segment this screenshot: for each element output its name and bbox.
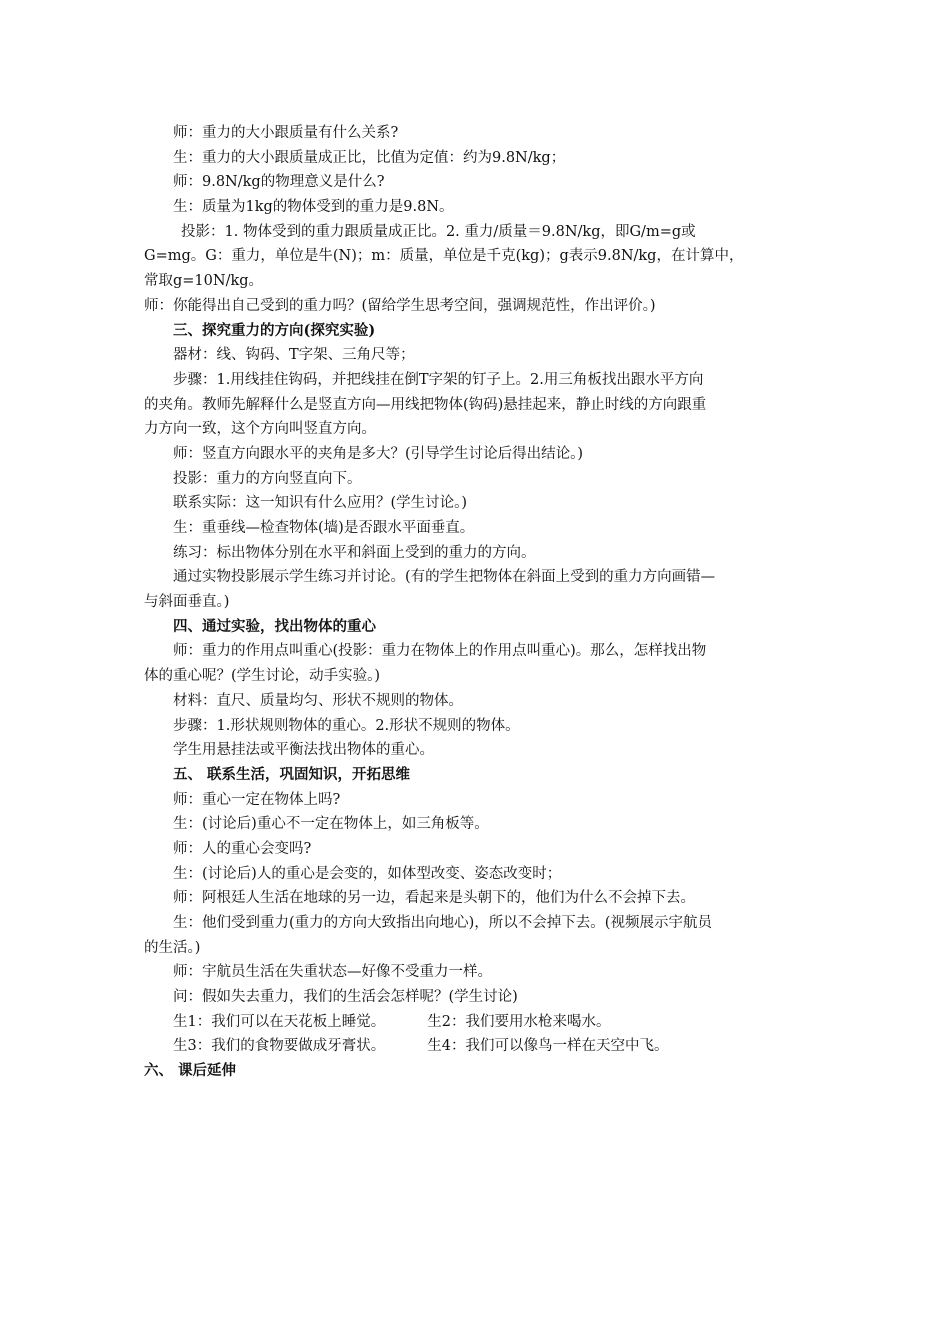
document-page — [144, 121, 812, 1084]
section-heading: 四、通过实验，找出物体的重心 — [173, 617, 376, 635]
paragraph-line: 与斜面垂直。) — [144, 594, 230, 611]
paragraph-line: 常取g=10N/kg。 — [144, 273, 264, 290]
paragraph-line: 师：你能得出自己受到的重力吗？(留给学生思考空间，强调规范性，作出评价。) — [144, 297, 656, 314]
section-heading: 三、探究重力的方向(探究实验) — [173, 321, 376, 339]
paragraph-line: 联系实际：这一知识有什么应用？(学生讨论。) — [173, 495, 468, 512]
paragraph-line: 师：阿根廷人生活在地球的另一边，看起来是头朝下的，他们为什么不会掉下去。 — [173, 890, 695, 907]
paragraph-line: 生：重力的大小跟质量成正比，比值为定值：约为9.8N/kg； — [173, 149, 566, 166]
paragraph-line: 生：(讨论后)重心不一定在物体上，如三角板等。 — [173, 816, 489, 833]
paragraph-line: 练习：标出物体分别在水平和斜面上受到的重力的方向。 — [173, 544, 536, 561]
paragraph-line: 师：宇航员生活在失重状态—好像不受重力一样。 — [173, 964, 492, 981]
student-answer: 生4：我们可以像鸟一样在天空中飞。 — [427, 1038, 669, 1055]
paragraph-line: 投影：重力的方向竖直向下。 — [173, 470, 362, 487]
paragraph-line: 生：(讨论后)人的重心是会变的，如体型改变、姿态改变时； — [173, 865, 562, 882]
paragraph-line: 的生活。) — [144, 939, 201, 956]
paragraph-line: 材料：直尺、质量均匀、形状不规则的物体。 — [173, 692, 463, 709]
paragraph-line: G=mg。G：重力，单位是牛(N)；m：质量，单位是千克(kg)；g表示9.8N/kg，在计算中， — [144, 248, 744, 265]
paragraph-line-pair — [144, 1034, 812, 1059]
paragraph-line: 生：重垂线—检查物体(墙)是否跟水平面垂直。 — [173, 520, 475, 536]
paragraph-line: 的夹角。教师先解释什么是竖直方向—用线把物体(钩码)悬挂起来，静止时线的方向跟重 — [144, 396, 707, 413]
paragraph-line: 器材：线、钩码、T字架、三角尺等； — [173, 347, 415, 364]
paragraph-line: 师：重力的作用点叫重心(投影：重力在物体上的作用点叫重心)。那么，怎样找出物 — [173, 643, 707, 660]
student-answer: 生3：我们的食物要做成牙膏状。 — [173, 1038, 386, 1055]
paragraph-line: 师：人的重心会变吗? — [173, 840, 312, 857]
paragraph-line: 力方向一致，这个方向叫竖直方向。 — [144, 421, 376, 438]
paragraph-line: 步骤：1.形状规则物体的重心。2.形状不规则的物体。 — [173, 717, 520, 734]
section-heading: 五、 联系生活，巩固知识，开拓思维 — [173, 765, 411, 783]
paragraph-line: 师：重力的大小跟质量有什么关系? — [173, 125, 399, 141]
paragraph-line-pair — [144, 1010, 812, 1035]
paragraph-line: 体的重心呢？(学生讨论，动手实验。) — [144, 668, 381, 685]
paragraph-line: 学生用悬挂法或平衡法找出物体的重心。 — [173, 742, 434, 759]
student-answer: 生2：我们要用水枪来喝水。 — [427, 1013, 611, 1030]
paragraph-line: 通过实物投影展示学生练习并讨论。(有的学生把物体在斜面上受到的重力方向画错— — [173, 569, 716, 586]
paragraph-line: 生：质量为1kg的物体受到的重力是9.8N。 — [173, 199, 454, 216]
paragraph-line: 步骤：1.用线挂住钩码，并把线挂在倒T字架的钉子上。2.用三角板找出跟水平方向 — [173, 371, 704, 388]
paragraph-line: 问：假如失去重力，我们的生活会怎样呢？(学生讨论) — [173, 989, 518, 1006]
paragraph-line: 投影：1. 物体受到的重力跟质量成正比。2. 重力/质量＝9.8N/kg，即G/m=g或 — [181, 223, 696, 240]
section-heading: 六、 课后延伸 — [144, 1062, 237, 1080]
paragraph-line: 师：竖直方向跟水平的夹角是多大？(引导学生讨论后得出结论。) — [173, 445, 584, 462]
paragraph-line: 生：他们受到重力(重力的方向大致指出向地心)，所以不会掉下去。(视频展示宇航员 — [173, 915, 712, 931]
student-answer: 生1：我们可以在天花板上睡觉。 — [173, 1013, 386, 1030]
paragraph-line: 师：重心一定在物体上吗? — [173, 791, 341, 808]
paragraph-line: 师：9.8N/kg的物理意义是什么? — [173, 174, 385, 191]
